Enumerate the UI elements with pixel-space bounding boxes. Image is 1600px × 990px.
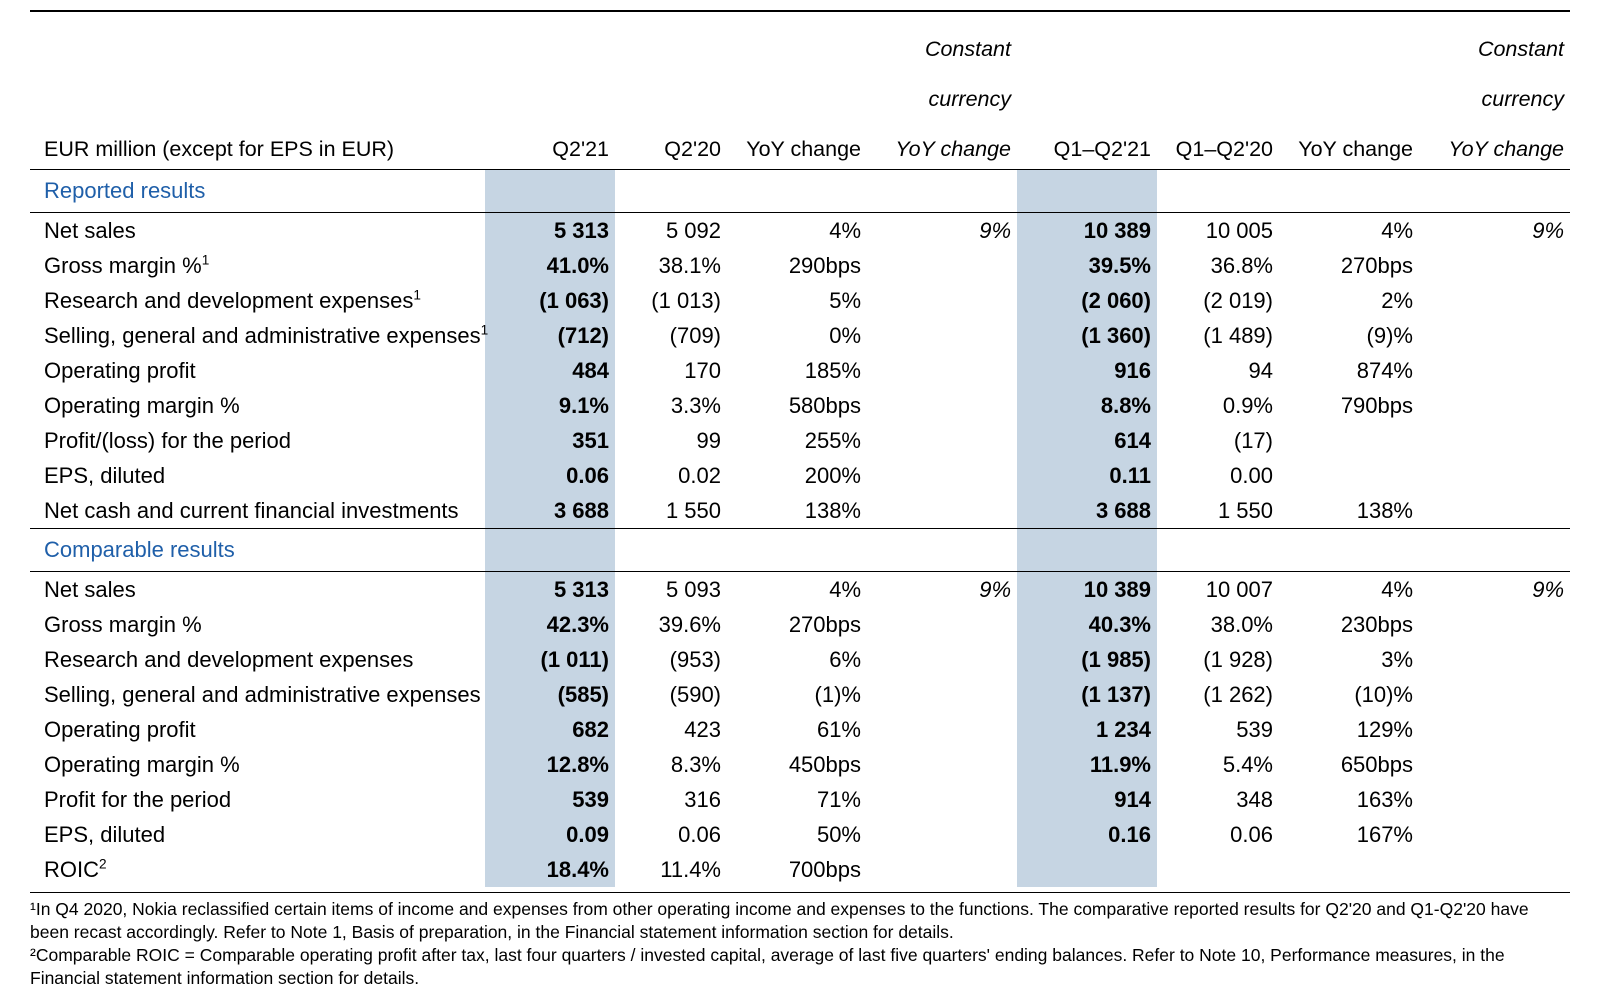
table-body — [30, 170, 1570, 888]
table-cell: (1 063) — [485, 283, 615, 318]
section-title: Comparable results — [30, 529, 485, 572]
table-cell: 94 — [1248, 358, 1273, 383]
row-label: Gross margin % — [44, 612, 202, 637]
table-cell — [1279, 423, 1419, 458]
table-cell: 650bps — [1340, 752, 1413, 777]
footnote-marker: 1 — [201, 252, 210, 268]
row-label: EPS, diluted — [44, 463, 166, 488]
header-col-q1q220-text: Q1–Q2'20 — [1175, 137, 1273, 161]
table-cell — [1419, 852, 1570, 887]
table-cell: 423 — [684, 717, 721, 742]
table-cell: 8.3% — [670, 752, 721, 777]
table-cell: (1 011) — [485, 642, 615, 677]
table-cell: 40.3% — [1017, 607, 1157, 642]
row-label: Selling, general and administrative expenses$^1$ — [44, 322, 489, 348]
table-cell: 0.00 — [1230, 463, 1273, 488]
table-header-row — [30, 11, 1570, 170]
table-cell: 38.0% — [1210, 612, 1273, 637]
table-cell: 138% — [804, 498, 861, 523]
table-row — [30, 493, 1570, 529]
table-cell: 1 550 — [1217, 498, 1273, 523]
row-label: Profit/(loss) for the period — [44, 428, 291, 453]
table-cell: 0.11 — [1017, 458, 1157, 493]
table-cell — [867, 607, 1017, 642]
section-title-spacer-cell — [867, 170, 1017, 213]
table-cell — [1419, 712, 1570, 747]
header-col-cc-yoy-h1-line2: currency — [1481, 87, 1564, 111]
table-cell — [867, 318, 1017, 353]
table-cell: 71% — [816, 787, 861, 812]
section-title-spacer-cell — [1419, 529, 1570, 572]
table-cell: (1 013) — [651, 288, 721, 313]
table-cell: 351 — [485, 423, 615, 458]
table-cell: 5 092 — [615, 213, 727, 249]
table-row — [30, 458, 1570, 493]
table-cell: 5% — [829, 288, 861, 313]
header-label-cell: EUR million (except for EPS in EUR) — [30, 11, 485, 170]
section-title-row — [30, 529, 1570, 572]
header-col-cc-yoy-h1 — [1419, 11, 1570, 170]
table-cell: 38.1% — [658, 253, 721, 278]
table-cell — [1419, 423, 1570, 458]
table-cell: 450bps — [788, 752, 861, 777]
row-label: Net cash and current financial investments — [44, 498, 459, 523]
table-header — [30, 11, 1570, 170]
table-cell — [867, 283, 1017, 318]
section-title-spacer-cell — [1279, 170, 1419, 213]
table-cell — [867, 852, 1017, 887]
section-title-spacer-cell — [727, 529, 867, 572]
header-col-yoy-q2 — [727, 11, 867, 170]
table-cell: 270bps — [1340, 253, 1413, 278]
table-cell — [1419, 283, 1570, 318]
table-cell: 0.06 — [485, 458, 615, 493]
header-col-q220 — [615, 11, 727, 170]
table-cell: 99 — [696, 428, 721, 453]
section-title-spacer-cell — [1279, 529, 1419, 572]
row-label: Gross margin %$^1$ — [44, 252, 210, 278]
table-cell: 270bps — [788, 612, 861, 637]
table-cell — [867, 747, 1017, 782]
table-row — [30, 852, 1570, 887]
table-cell — [867, 423, 1017, 458]
header-col-q1q221 — [1017, 11, 1157, 170]
table-cell: 12.8% — [485, 747, 615, 782]
header-col-q1q221-text: Q1–Q2'21 — [1053, 137, 1151, 161]
table-cell — [867, 458, 1017, 493]
table-cell: 10 389 — [1017, 213, 1157, 249]
table-cell: 185% — [804, 358, 861, 383]
footnote-2: ²Comparable ROIC = Comparable operating profit after tax, last four quarters / invested capital, average of last five quarters' ending balances. Refer to Note 10, Performance measures, in the Financial statement information section for details. — [30, 945, 1505, 988]
table-cell — [1157, 852, 1279, 887]
row-label: Profit for the period — [44, 787, 232, 812]
header-col-cc-yoy-h1-line3: YoY change — [1448, 137, 1564, 161]
table-cell — [1419, 817, 1570, 852]
footnotes — [30, 892, 1570, 990]
table-cell — [867, 248, 1017, 283]
row-label: Operating profit — [44, 717, 196, 742]
table-cell: 3.3% — [670, 393, 721, 418]
table-cell: (9)% — [1366, 323, 1413, 348]
row-label: EPS, diluted — [44, 822, 166, 847]
table-cell: 4% — [727, 213, 867, 249]
table-cell: 0.02 — [678, 463, 721, 488]
table-cell: 348 — [1236, 787, 1273, 812]
table-row — [30, 213, 1570, 249]
row-label: ROIC$^2$ — [44, 856, 107, 882]
table-cell: 0.06 — [678, 822, 721, 847]
table-cell: 9% — [867, 572, 1017, 608]
table-row — [30, 677, 1570, 712]
section-title-spacer-cell — [867, 529, 1017, 572]
table-cell: 4% — [1279, 572, 1419, 608]
header-col-yoy-h1-text: YoY change — [1298, 137, 1413, 161]
table-cell — [1279, 852, 1419, 887]
table-cell: 255% — [804, 428, 861, 453]
table-cell — [867, 388, 1017, 423]
table-cell: 41.0% — [485, 248, 615, 283]
table-cell: 42.3% — [485, 607, 615, 642]
header-col-cc-yoy-q2 — [867, 11, 1017, 170]
table-row — [30, 423, 1570, 458]
header-col-cc-yoy-q2-line1: Constant — [924, 37, 1011, 61]
section-title-spacer-cell — [485, 170, 615, 213]
table-cell: 4% — [1279, 213, 1419, 249]
table-cell: (1)% — [814, 682, 861, 707]
header-col-cc-yoy-q2-line3: YoY change — [895, 137, 1011, 161]
table-cell: 10 389 — [1017, 572, 1157, 608]
table-cell: 0.09 — [485, 817, 615, 852]
table-row — [30, 607, 1570, 642]
table-cell: 539 — [1236, 717, 1273, 742]
table-cell — [1279, 458, 1419, 493]
row-label: Operating margin % — [44, 393, 240, 418]
table-cell: (10)% — [1354, 682, 1413, 707]
table-cell — [1419, 747, 1570, 782]
table-cell — [1419, 318, 1570, 353]
table-row — [30, 642, 1570, 677]
table-cell: 5 313 — [485, 572, 615, 608]
section-title-spacer-cell — [1157, 529, 1279, 572]
header-col-q221-text: Q2'21 — [552, 137, 609, 161]
table-cell: 8.8% — [1017, 388, 1157, 423]
table-cell: 580bps — [788, 393, 861, 418]
table-cell: 3 688 — [1017, 493, 1157, 529]
table-cell — [867, 712, 1017, 747]
table-cell: (1 262) — [1203, 682, 1273, 707]
table-cell: (953) — [669, 647, 721, 672]
table-cell: 5.4% — [1222, 752, 1273, 777]
footnote-1: ¹In Q4 2020, Nokia reclassified certain items of income and expenses from other operating income and expenses to the functions. The comparative reported results for Q2'20 and Q1-Q2'20 have been recast accordingly. Refer to Note 1, Basis of preparation, in the Financial statement information section for details. — [30, 899, 1529, 942]
table-row — [30, 388, 1570, 423]
table-cell — [867, 642, 1017, 677]
table-cell: (1 928) — [1203, 647, 1273, 672]
section-title-spacer-cell — [727, 170, 867, 213]
row-label: Operating profit — [44, 358, 196, 383]
table-cell: (1 360) — [1017, 318, 1157, 353]
table-cell: (2 019) — [1203, 288, 1273, 313]
table-cell: 4% — [727, 572, 867, 608]
table-cell — [1419, 677, 1570, 712]
table-cell: 9% — [1419, 213, 1570, 249]
header-col-q1q220 — [1157, 11, 1279, 170]
table-cell: 916 — [1017, 353, 1157, 388]
table-cell: 39.6% — [658, 612, 721, 637]
table-cell: (2 060) — [1017, 283, 1157, 318]
table-cell — [867, 677, 1017, 712]
table-row — [30, 712, 1570, 747]
table-cell: 682 — [485, 712, 615, 747]
row-label: Operating margin % — [44, 752, 240, 777]
table-cell: 6% — [829, 647, 861, 672]
section-title-spacer-cell — [615, 170, 727, 213]
table-cell: 5 313 — [485, 213, 615, 249]
table-row — [30, 248, 1570, 283]
table-cell — [1419, 642, 1570, 677]
table-cell: 9% — [867, 213, 1017, 249]
table-cell: (590) — [669, 682, 721, 707]
section-title-spacer-cell — [615, 529, 727, 572]
table-cell — [1419, 353, 1570, 388]
table-cell — [1419, 782, 1570, 817]
header-col-q221 — [485, 11, 615, 170]
section-title-row — [30, 170, 1570, 213]
table-row — [30, 572, 1570, 608]
table-cell: (585) — [485, 677, 615, 712]
table-cell: 39.5% — [1017, 248, 1157, 283]
table-cell: 11.4% — [660, 857, 721, 882]
table-cell: 230bps — [1340, 612, 1413, 637]
table-cell: (1 489) — [1203, 323, 1273, 348]
table-row — [30, 817, 1570, 852]
table-cell: 9% — [1419, 572, 1570, 608]
table-row — [30, 318, 1570, 353]
table-cell: 484 — [485, 353, 615, 388]
financial-results-table — [30, 10, 1570, 887]
row-label: Net sales — [30, 572, 485, 608]
table-cell: 0.9% — [1222, 393, 1273, 418]
table-cell: 129% — [1356, 717, 1413, 742]
table-cell: 9.1% — [485, 388, 615, 423]
table-cell: 170 — [684, 358, 721, 383]
table-cell — [867, 353, 1017, 388]
row-label: Selling, general and administrative expenses — [44, 682, 481, 707]
row-label: Net sales — [30, 213, 485, 249]
footnote-marker: 2 — [99, 856, 107, 872]
header-col-cc-yoy-h1-line1: Constant — [1477, 37, 1564, 61]
header-col-yoy-h1 — [1279, 11, 1419, 170]
table-cell: 290bps — [788, 253, 861, 278]
table-cell: 790bps — [1340, 393, 1413, 418]
footnote-marker: 1 — [413, 287, 421, 303]
table-cell: 200% — [804, 463, 861, 488]
table-cell: 50% — [816, 822, 861, 847]
table-cell: 914 — [1017, 782, 1157, 817]
table-cell: (1 137) — [1017, 677, 1157, 712]
table-cell: 10 005 — [1157, 213, 1279, 249]
section-title-spacer-cell — [1017, 170, 1157, 213]
table-cell: 614 — [1017, 423, 1157, 458]
table-cell: 874% — [1356, 358, 1413, 383]
table-cell — [867, 817, 1017, 852]
table-cell: 700bps — [788, 857, 861, 882]
table-cell — [1419, 458, 1570, 493]
table-cell: 1 550 — [665, 498, 721, 523]
table-cell: 2% — [1381, 288, 1413, 313]
table-cell: 539 — [485, 782, 615, 817]
table-cell: 36.8% — [1210, 253, 1273, 278]
table-cell: 10 007 — [1157, 572, 1279, 608]
table-cell: (712) — [485, 318, 615, 353]
table-cell: (1 985) — [1017, 642, 1157, 677]
table-cell: (709) — [669, 323, 721, 348]
table-cell: 5 093 — [615, 572, 727, 608]
table-cell: 316 — [684, 787, 721, 812]
table-cell: 0.06 — [1230, 822, 1273, 847]
table-row — [30, 782, 1570, 817]
table-row — [30, 283, 1570, 318]
table-cell — [1419, 493, 1570, 529]
row-label: Research and development expenses$^1$ — [44, 287, 421, 313]
table-cell: 18.4% — [485, 852, 615, 887]
table-cell: 138% — [1356, 498, 1413, 523]
section-title-spacer-cell — [485, 529, 615, 572]
section-title-spacer-cell — [1419, 170, 1570, 213]
row-label: Research and development expenses — [44, 647, 414, 672]
table-cell: 167% — [1356, 822, 1413, 847]
section-title: Reported results — [30, 170, 485, 213]
table-cell: 3% — [1381, 647, 1413, 672]
table-cell: 163% — [1356, 787, 1413, 812]
table-cell — [1419, 607, 1570, 642]
table-cell — [867, 493, 1017, 529]
table-row — [30, 353, 1570, 388]
header-col-q220-text: Q2'20 — [664, 137, 721, 161]
header-col-cc-yoy-q2-line2: currency — [928, 87, 1011, 111]
table-cell: 61% — [816, 717, 861, 742]
table-cell: 1 234 — [1017, 712, 1157, 747]
table-row — [30, 747, 1570, 782]
table-cell: 3 688 — [485, 493, 615, 529]
table-cell — [1419, 388, 1570, 423]
table-cell: (17) — [1233, 428, 1273, 453]
table-cell — [1419, 248, 1570, 283]
table-cell — [1017, 852, 1157, 887]
header-col-yoy-q2-text: YoY change — [746, 137, 861, 161]
section-title-spacer-cell — [1157, 170, 1279, 213]
footnote-marker: 1 — [480, 322, 489, 338]
table-cell: 0% — [829, 323, 861, 348]
table-cell — [867, 782, 1017, 817]
section-title-spacer-cell — [1017, 529, 1157, 572]
table-cell: 0.16 — [1017, 817, 1157, 852]
table-cell: 11.9% — [1017, 747, 1157, 782]
